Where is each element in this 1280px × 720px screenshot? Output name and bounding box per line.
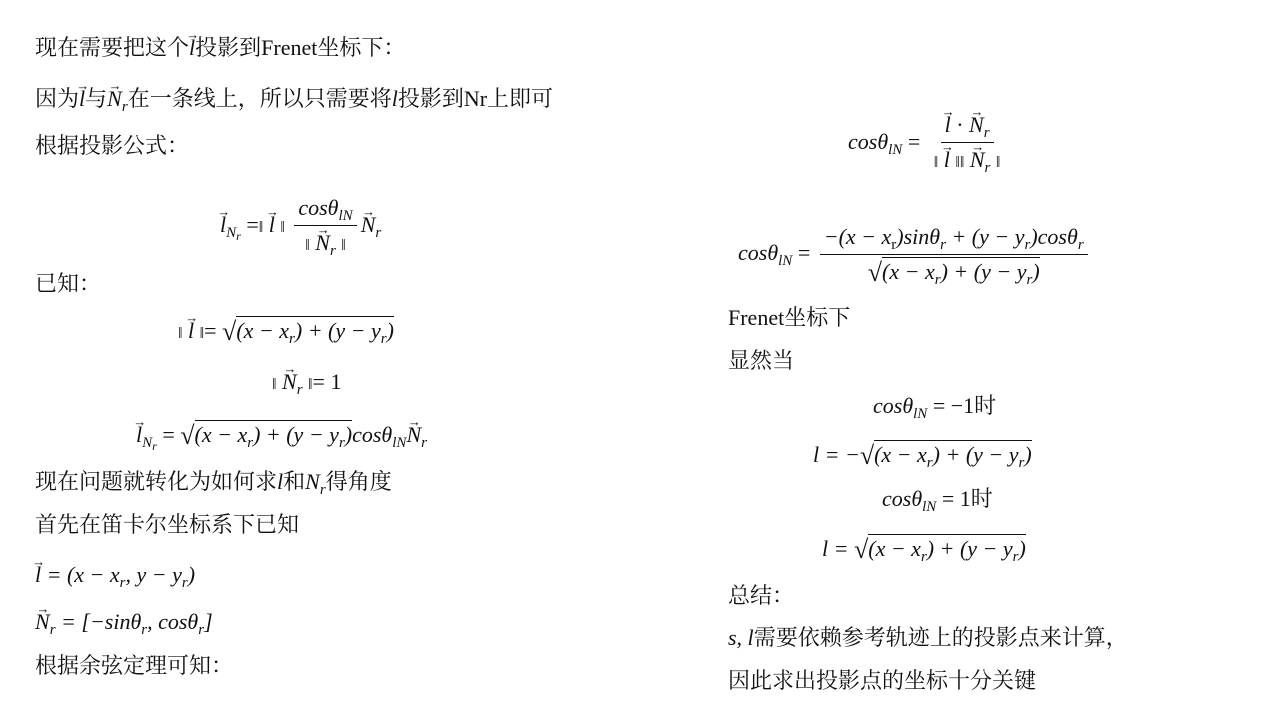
sub: lN (338, 208, 353, 224)
sub: r (49, 622, 56, 638)
cos: cosθ (873, 393, 914, 418)
sub: r (421, 435, 427, 451)
vector-n: → N (107, 84, 122, 114)
expr: ) (1024, 442, 1032, 467)
vector-n: → N (406, 420, 421, 450)
sub: r (296, 382, 303, 398)
expr: ) + (y − y (932, 442, 1019, 467)
sub: r (926, 455, 933, 471)
sub: lN (888, 142, 903, 159)
eq: = (797, 240, 811, 266)
text: 投影到Nr上即可 (397, 86, 554, 111)
sub: r (380, 331, 387, 347)
text: 与 (85, 86, 108, 111)
reason-line (35, 84, 553, 114)
expr: ) (1032, 259, 1040, 284)
sub: r (329, 243, 336, 259)
formula-l-vector (35, 560, 195, 590)
eq: = (162, 422, 175, 447)
text: 现在问题就转化为如何求 (35, 469, 278, 494)
expr: (x − x (194, 422, 248, 447)
vector-l: → l (220, 210, 226, 240)
expr: (x − x (882, 259, 935, 284)
sub: r (289, 331, 295, 347)
formula-cos-def (848, 110, 1008, 178)
expr: ) + (y − y (294, 318, 381, 343)
fraction: → $\frac{l \cdot \to N_r}{‖ \to l ‖‖ \to N_r ‖}$ (930, 110, 1005, 178)
frenet-label: Frenet坐标下 (728, 305, 851, 330)
sub: r (940, 237, 946, 253)
summary-line-1 (728, 623, 1128, 653)
vector-n: → N (969, 110, 984, 140)
sub: r (338, 435, 345, 451)
expr: ) + (y − y (940, 259, 1027, 284)
expr: ) (386, 318, 394, 343)
sub: r (319, 482, 326, 498)
obviously-label: 显然当 (728, 348, 795, 373)
sub: N (142, 435, 153, 451)
expr: (x − x (874, 442, 927, 467)
cos: cosθ (882, 486, 923, 511)
expr: + (y − y (945, 224, 1025, 249)
expr: l = − (813, 442, 860, 467)
formula-projection: → $l_{N_r}$ =‖ → l ‖ $\frac{\cos\theta_{lN}}{‖ \to N_r ‖}$ → $N_r$ (220, 193, 381, 261)
sub: r (1012, 549, 1019, 565)
text: 投影到Frenet坐标下： (195, 35, 406, 60)
vector-l: → l (188, 316, 194, 346)
sub: r (236, 229, 241, 244)
sub: r (1026, 272, 1033, 288)
expr: (x − x (236, 318, 290, 343)
cartesian-line: 首先在笛卡尔坐标系下已知 (35, 512, 300, 537)
expr: )sinθ (896, 224, 941, 249)
expr: ) + (y − y (253, 422, 339, 447)
eq: = (204, 318, 217, 343)
sub: r (891, 237, 897, 253)
vars-s-l: s, l (728, 625, 754, 650)
formula-cos-expanded (738, 222, 1092, 288)
vector-l: → l (944, 145, 950, 175)
expr: ) (1018, 536, 1026, 561)
known-label: 已知： (35, 271, 102, 296)
sub: r (934, 272, 941, 288)
vector-n: → N (970, 145, 985, 175)
formula-norm-l: ‖ → l ‖= $√(x - x_r) + (y - y_r)$ (178, 316, 394, 349)
expr: = (x − x (46, 562, 120, 587)
expr: −(x − x (823, 224, 892, 249)
expr: l = (822, 536, 849, 561)
text: 需要依赖参考轨迹上的投影点来计算， (753, 625, 1128, 650)
summary-line-2: 因此求出投影点的坐标十分关键 (728, 668, 1037, 693)
dot: · (956, 112, 964, 137)
text: 和 (283, 469, 306, 494)
expr: ] (204, 609, 213, 634)
sub: N (226, 225, 237, 242)
text: 因为 (35, 86, 80, 111)
expr: ) (344, 422, 353, 447)
fraction: $\frac{\cos\theta_{lN}}{‖ \to N_r ‖}$ (294, 193, 356, 261)
cos: cosθ (738, 240, 779, 266)
expr: )cosθ (1030, 224, 1078, 249)
formula-l-neg: $l = -√(x - x_r) + (y - y_r)$ (813, 441, 1032, 471)
vector-l: → l (35, 560, 41, 590)
eq: = (246, 212, 259, 238)
var-l: l (391, 86, 398, 111)
intro-line (35, 33, 405, 63)
text: 在一条线上，所以只需要将 (127, 86, 392, 111)
sub: r (247, 435, 254, 451)
eq: = −1 (932, 393, 975, 418)
summary-label: 总结： (728, 583, 795, 608)
formula-l-pos: $l = √(x - x_r) + (y - y_r)$ (822, 535, 1026, 565)
sub: r (181, 575, 188, 591)
sub: r (152, 439, 157, 453)
var-l: l (277, 469, 284, 494)
formula-n-vector (35, 607, 213, 637)
cos: cosθ (298, 195, 339, 220)
expr: ) (187, 562, 196, 587)
vector-l: → l (79, 84, 85, 114)
vector-n: → N (361, 210, 376, 240)
sub: r (1024, 237, 1031, 253)
expr: ) + (y − y (926, 536, 1013, 561)
eq: = 1 (941, 486, 971, 511)
vector-n: → N (35, 607, 50, 637)
vector-l: → l (945, 110, 951, 140)
text: 得角度 (325, 469, 392, 494)
sub: lN (778, 253, 793, 270)
cos: cosθ (352, 422, 393, 447)
formula-case-pos (882, 484, 993, 514)
eq: = (907, 129, 921, 155)
sub: lN (392, 435, 407, 451)
sub: r (920, 549, 927, 565)
var-n: N (305, 469, 320, 494)
sub: r (1077, 237, 1084, 253)
cosine-rule-line: 根据余弦定理可知： (35, 653, 234, 678)
sub: r (1018, 455, 1025, 471)
formula-l-nr: → $l_{N_r} = √(x - x_r) + (y - y_r)\cos\theta_{lN}\to N_r$ (136, 420, 427, 451)
vector-l: → l (269, 210, 275, 240)
sub: r (119, 575, 126, 591)
expr: , cosθ (147, 609, 199, 634)
vector-l: → l (136, 420, 142, 450)
sub: r (121, 99, 128, 115)
fraction: $\frac{-(x - x_r)\sin\theta_r + (y - y_r)\cos\theta_r}{√(x - x_r) + (y - y_r)}$ (820, 222, 1088, 288)
vector-n: → N (315, 228, 330, 258)
sub: lN (913, 406, 928, 422)
text: 时 (970, 486, 993, 511)
expr: , y − y (125, 562, 182, 587)
sub: r (983, 125, 990, 141)
expr: (x − x (868, 536, 921, 561)
cos: cosθ (848, 129, 889, 155)
projection-formula-label: 根据投影公式： (35, 133, 190, 158)
problem-line (35, 467, 392, 497)
sub: r (141, 622, 148, 638)
sub: r (375, 225, 382, 242)
formula-case-neg (873, 391, 996, 421)
text: 现在需要把这个 (35, 35, 190, 60)
formula-norm-n: ‖ → $N_r$ ‖= 1 (272, 367, 341, 400)
vector-n: → N (282, 367, 297, 397)
eq: = 1 (312, 369, 342, 394)
text: 时 (974, 393, 997, 418)
sub: lN (922, 499, 937, 515)
expr: = [−sinθ (61, 609, 142, 634)
sub: r (198, 622, 205, 638)
sub: r (984, 160, 991, 176)
vector-l: → l (189, 33, 195, 63)
